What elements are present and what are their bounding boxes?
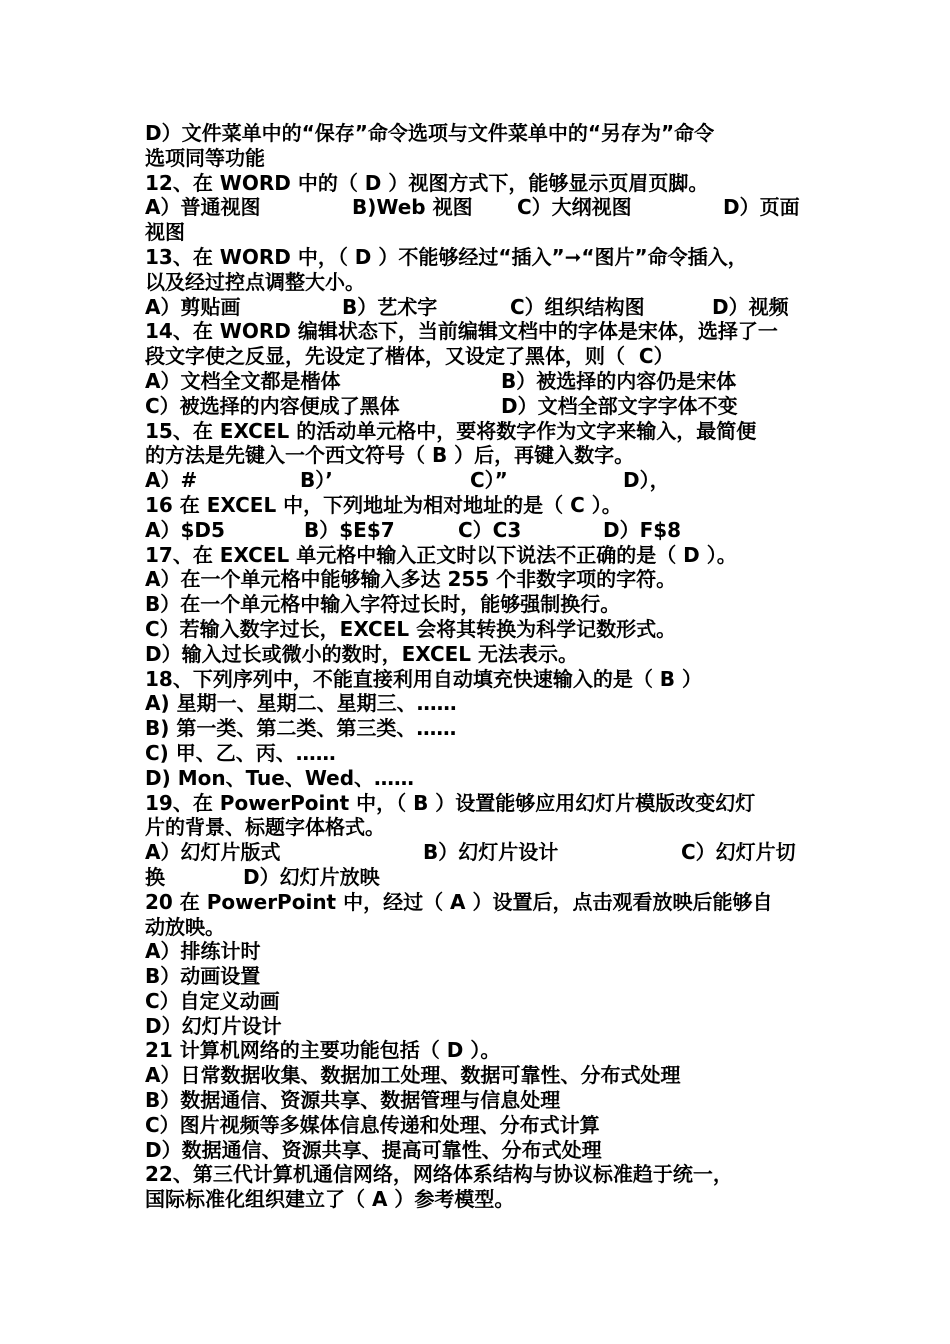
question-16: 16 在 EXCEL 中，下列地址为相对地址的是（ C ）。 (145, 492, 622, 517)
q12-option-a: A）普通视图 (145, 195, 261, 220)
q18-option-b: B) 第一类、第二类、第三类、…… (145, 716, 457, 741)
q13-options (145, 295, 813, 320)
q14-option-b: B）被选择的内容仍是宋体 (501, 368, 737, 393)
q16-option-a: A）$D5 (145, 517, 225, 542)
question-20-line1: 20 在 PowerPoint 中，经过（ A ）设置后，点击观看放映后能够自 (145, 889, 773, 914)
q15-options (145, 468, 813, 493)
q21-option-b: B）数据通信、资源共享、数据管理与信息处理 (145, 1088, 561, 1113)
q18-option-c: C) 甲、乙、丙、…… (145, 740, 336, 765)
q12-option-c: C）大纲视图 (517, 195, 632, 220)
question-15-line2: 的方法是先键入一个西文符号（ B ）后，再键入数字。 (145, 443, 635, 468)
q21-option-d: D）数据通信、资源共享、提高可靠性、分布式处理 (145, 1137, 602, 1162)
q19-option-b: B）幻灯片设计 (423, 840, 559, 865)
q19-options-abc (145, 840, 813, 865)
question-17: 17、在 EXCEL 单元格中输入正文时以下说法不正确的是（ D ）。 (145, 542, 737, 567)
q13-option-d: D）视频 (712, 294, 789, 319)
q17-option-a: A）在一个单元格中能够输入多达 255 个非数字项的字符。 (145, 567, 677, 592)
q20-option-b: B）动画设置 (145, 964, 261, 989)
q16-option-c: C）C3 (458, 517, 522, 542)
q16-option-d: D）F$8 (603, 517, 682, 542)
question-21: 21 计算机网络的主要功能包括（ D ）。 (145, 1038, 501, 1063)
q20-option-a: A）排练计时 (145, 939, 261, 964)
question-20-line2: 动放映。 (145, 914, 225, 939)
q17-option-c: C）若输入数字过长，EXCEL 会将其转换为科学记数形式。 (145, 616, 677, 641)
question-22-line1: 22、第三代计算机通信网络，网络体系结构与协议标准趋于统一， (145, 1162, 733, 1187)
q12-option-d-cont: 视图 (145, 220, 185, 245)
q17-option-d: D）输入过长或微小的数时，EXCEL 无法表示。 (145, 641, 579, 666)
q11-option-d-line1: D）文件菜单中的“保存”命令选项与文件菜单中的“另存为”命令 (145, 121, 715, 145)
q21-option-a: A）日常数据收集、数据加工处理、数据可靠性、分布式处理 (145, 1063, 681, 1088)
q18-option-a: A) 星期一、星期二、星期三、…… (145, 691, 457, 716)
q14-options-ab (145, 369, 813, 394)
question-14-line1: 14、在 WORD 编辑状态下，当前编辑文档中的字体是宋体，选择了一 (145, 319, 778, 344)
question-12: 12、在 WORD 中的（ D ）视图方式下，能够显示页眉页脚。 (145, 170, 709, 195)
question-14-line2: 段文字使之反显，先设定了楷体，又设定了黑体，则（ C） (145, 344, 674, 369)
q14-options-cd (145, 394, 813, 419)
document-page (145, 121, 813, 1212)
q14-option-c: C）被选择的内容便成了黑体 (145, 393, 400, 418)
q16-option-b: B）$E$7 (304, 517, 395, 542)
q19-options-cd (145, 865, 813, 890)
question-19-line1: 19、在 PowerPoint 中，（ B ）设置能够应用幻灯片模版改变幻灯 (145, 790, 756, 815)
q19-option-d: D）幻灯片放映 (243, 864, 380, 889)
q19-option-c-cont: 换 (145, 864, 165, 889)
q14-option-a: A）文档全文都是楷体 (145, 368, 341, 393)
q21-option-c: C）图片视频等多媒体信息传递和处理、分布式计算 (145, 1112, 600, 1137)
q15-option-b: B）’ (300, 468, 333, 493)
q11-option-d-line2: 选项同等功能 (145, 145, 265, 170)
q13-option-b: B）艺术字 (342, 294, 438, 319)
q12-option-d: D）页面 (723, 195, 800, 220)
question-19-line2: 片的背景、标题字体格式。 (145, 815, 385, 840)
q12-option-b: B)Web 视图 (352, 195, 473, 220)
question-22-line2: 国际标准化组织建立了（ A ）参考模型。 (145, 1187, 515, 1212)
q12-options (145, 195, 813, 220)
q15-option-d: D）， (623, 468, 670, 493)
q15-option-c: C）” (470, 468, 508, 493)
q20-option-d: D）幻灯片设计 (145, 1013, 282, 1038)
question-13-line1: 13、在 WORD 中，（ D ）不能够经过“插入”➞“图片”命令插入， (145, 244, 748, 269)
question-18: 18、下列序列中，不能直接利用自动填充快速输入的是（ B ） (145, 666, 703, 691)
q15-option-a: A）# (145, 468, 198, 493)
q20-option-c: C）自定义动画 (145, 988, 280, 1013)
q17-option-b: B）在一个单元格中输入字符过长时，能够强制换行。 (145, 592, 621, 617)
q13-option-c: C）组织结构图 (510, 294, 645, 319)
q18-option-d: D) Mon、Tue、Wed、…… (145, 765, 415, 790)
question-15-line1: 15、在 EXCEL 的活动单元格中，要将数字作为文字来输入，最简便 (145, 418, 757, 443)
q19-option-c: C）幻灯片切 (681, 840, 796, 865)
question-13-line2: 以及经过控点调整大小。 (145, 269, 365, 294)
q16-options (145, 518, 813, 543)
q14-option-d: D）文档全部文字字体不变 (501, 393, 738, 418)
q19-option-a: A）幻灯片版式 (145, 840, 281, 865)
q13-option-a: A）剪贴画 (145, 294, 241, 319)
